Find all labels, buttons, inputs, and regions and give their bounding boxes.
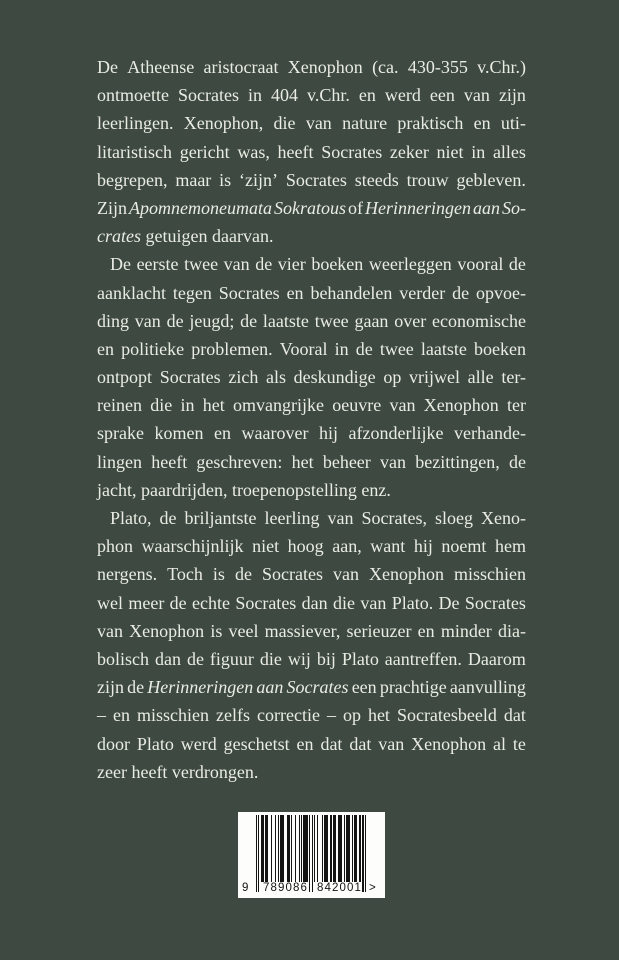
barcode-digits-group2: 842001 [317,882,362,894]
text-line: Plato, de briljantste leerling van Socrates, sloeg Xeno- [110,508,526,528]
text-line: De Atheense aristocraat Xenophon (ca. 430-355 v.Chr.) [97,57,526,77]
barcode-arrow: > [369,882,376,894]
text-line: sprake komen en waarover hij afzonderlijke verhande- [97,423,526,444]
barcode-module [365,815,366,892]
text-line: wel meer de echte Socrates dan die van Plato. De Socrates [97,592,526,613]
text-line: reinen die in het omvangrijke oeuvre van Xenophon ter [97,395,526,416]
text-line: door Plato werd geschetst en dat dat van Xenophon al te [97,733,526,754]
text-line: ontpopt Socrates zich als deskundige op vrijwel alle ter- [97,367,526,388]
text-line: lingen heeft geschreven: het beheer van bezittingen, de [97,451,526,472]
paragraph [97,504,526,786]
text-line: zijn de Herinneringen aan Socrates een prachtige aanvulling [97,677,526,698]
text-line: en politieke problemen. Vooral in de twee laatste boeken [97,338,526,359]
barcode-digits [238,882,385,897]
text-line: ontmoette Socrates in 404 v.Chr. en werd een van zijn [97,85,526,106]
text-line: ding van de jeugd; de laatste twee gaan over economische [97,310,526,331]
text-line: van Xenophon is veel massiever, serieuzer en minder dia- [97,620,526,641]
blurb-text [97,53,526,786]
barcode-bars [256,815,366,892]
text-line: litaristisch gericht was, heeft Socrates zeker niet in alles [97,141,526,162]
text-line: De eerste twee van de vier boeken weerleggen vooral de [110,254,526,275]
text-line: leerlingen. Xenophon, die van nature praktisch en uti- [97,113,526,134]
paragraph [97,250,526,504]
paragraph [97,53,526,250]
text-line: Zijn Apomnemoneumata Sokratous of Herinneringen aan So- [97,197,526,218]
text-line: – en misschien zelfs correctie – op het Socratesbeeld dat [97,705,526,726]
text-line: crates getuigen daarvan. [97,226,274,247]
text-line: zeer heeft verdrongen. [97,761,259,782]
text-line: phon waarschijnlijk niet hoog aan, want hij noemt hem [97,536,526,557]
barcode-digit-prefix: 9 [242,882,249,894]
text-line: bolisch dan de figuur die wij bij Plato aantreffen. Daarom [97,648,526,669]
text-line: aanklacht tegen Socrates en behandelen verder de opvoe- [97,282,526,303]
barcode-digits-group1: 789086 [263,882,308,894]
text-line: nergens. Toch is de Socrates van Xenophon misschien [97,564,526,585]
text-line: jacht, paardrijden, troepenopstelling enz. [97,479,391,500]
text-line: begrepen, maar is ‘zijn’ Socrates steeds trouw gebleven. [97,169,526,190]
isbn-barcode [238,812,385,898]
